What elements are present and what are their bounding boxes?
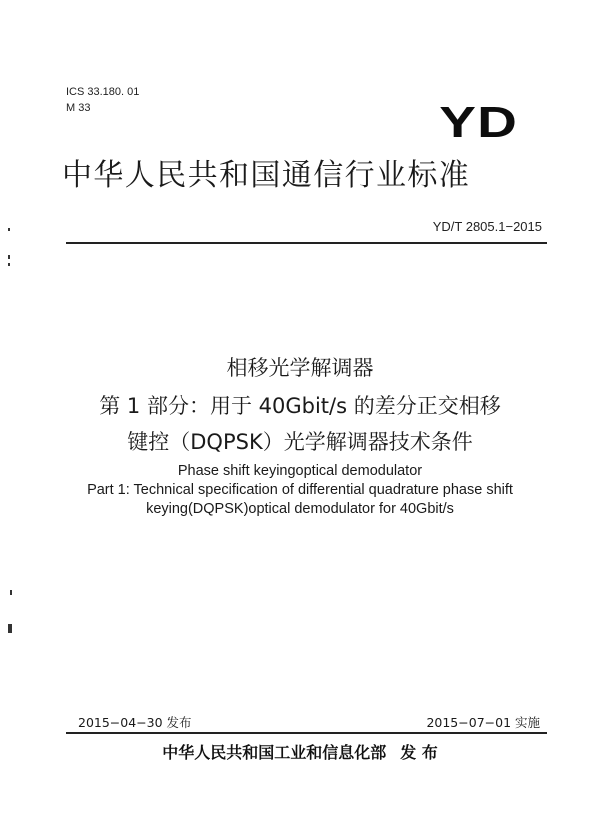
chinese-title-line-1: 相移光学解调器 (226, 356, 374, 380)
english-title-line-1: Phase shift keyingoptical demodulator (177, 463, 423, 479)
classification-code: M 33 (66, 102, 91, 114)
publisher-line (0, 740, 600, 763)
publisher-name: 中华人民共和国工业和信息化部 (162, 743, 387, 762)
scan-speck (8, 255, 10, 259)
standard-category-title: 中华人民共和国通信行业标准 (62, 158, 471, 193)
yd-logo: YD (439, 98, 518, 147)
implementation-date: 2015−07−01 实施 (426, 715, 540, 730)
chinese-title-line-3: 键控（DQPSK）光学解调器技术条件 (127, 430, 473, 454)
issue-date: 2015−04−30 发布 (78, 715, 192, 730)
scan-speck (8, 624, 12, 633)
ics-code: ICS 33.180. 01 (66, 86, 140, 98)
scan-speck (8, 263, 10, 266)
english-title-line-3: keying(DQPSK)optical demodulator for 40Gbit/s (146, 501, 454, 517)
scan-speck (10, 590, 12, 595)
chinese-title-line-2: 第 1 部分：用于 40Gbit/s 的差分正交相移 (99, 394, 501, 418)
bottom-divider (66, 732, 547, 734)
standard-number: YD/T 2805.1−2015 (432, 219, 542, 234)
english-title-line-2: Part 1: Technical specification of differential quadrature phase shift (87, 482, 513, 498)
publisher-suffix: 发 布 (400, 743, 438, 762)
scan-speck (8, 228, 10, 231)
top-divider (66, 242, 547, 244)
